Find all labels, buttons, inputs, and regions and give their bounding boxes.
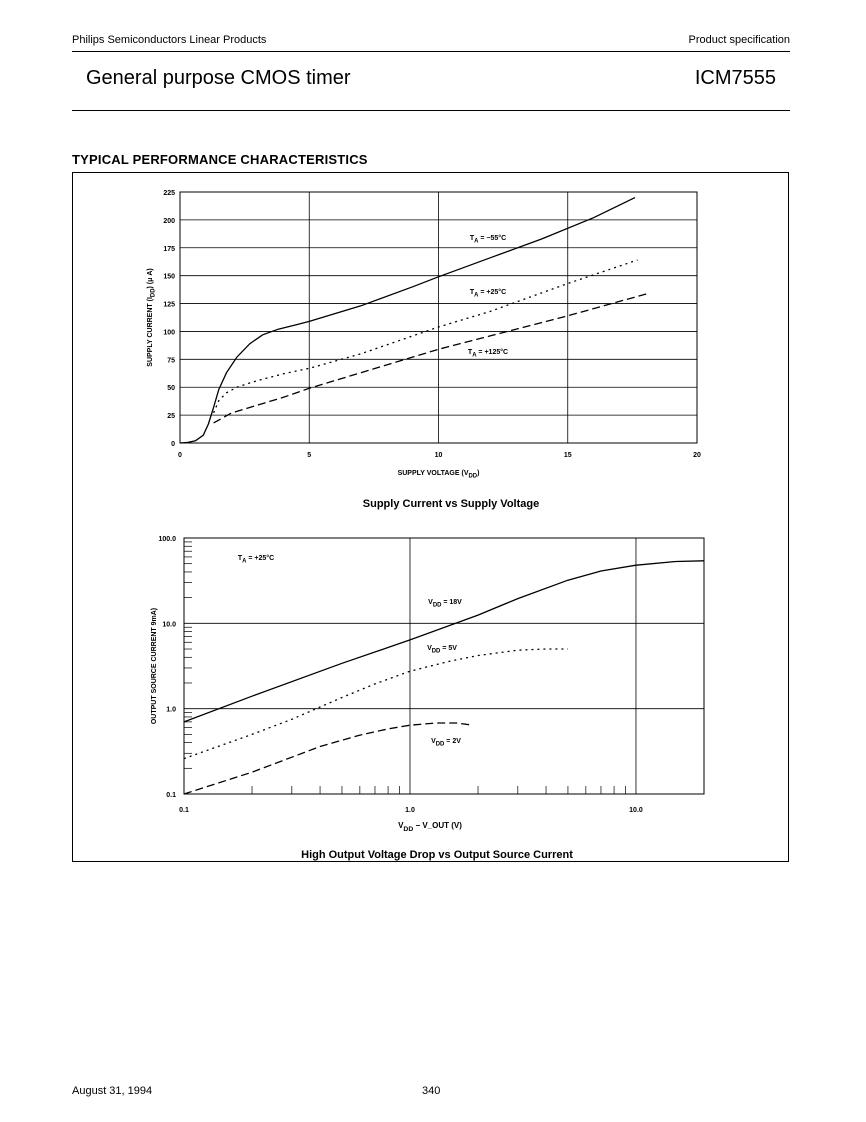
y-tick-label: 150 [163,273,175,281]
y-tick-label: 50 [167,385,175,393]
section-title: TYPICAL PERFORMANCE CHARACTERISTICS [72,152,368,167]
y-tick-label: 175 [163,245,175,253]
footer-page-number: 340 [422,1085,441,1097]
series-line [180,198,635,443]
y-tick-label: 225 [163,190,175,197]
series-label: $T_A = +125^\circ C$ [467,349,509,359]
y-tick-label: 125 [163,301,175,309]
temperature-annotation: $T_A = +25^\circ C$ [237,555,275,565]
x-tick-label: 0.1 [179,807,189,814]
plot-area-output-current [184,538,704,794]
y-axis-label: SUPPLY CURRENT $(I_{DD})$ (μ A) [147,268,157,367]
series-label: $V_{DD} = 18V$ [428,599,462,609]
y-axis-label: OUTPUT SOURCE CURRENT 9mA) [151,607,158,725]
x-tick-label: 1.0 [405,807,415,814]
x-tick-label: 10.0 [629,807,643,814]
footer-date: August 31, 1994 [72,1085,153,1097]
series-line [184,561,704,722]
y-tick-label: 100.0 [158,536,176,543]
series-line [214,260,638,413]
y-tick-label: 75 [167,357,175,365]
series-line [184,649,568,759]
series-label: $T_A = -55^\circ C$ [469,235,507,245]
x-tick-label: 20 [693,452,701,459]
x-tick-label: 5 [307,452,312,459]
header-spec: Product specification [688,34,790,46]
header-company: Philips Semiconductors Linear Products [72,34,267,46]
x-tick-label: 15 [563,452,572,459]
chart-title: Supply Current vs Supply Voltage [362,498,540,510]
chart-title: High Output Voltage Drop vs Output Source Current [301,849,573,861]
x-axis-label: $V_{DD}$ − V_OUT (V) [398,821,462,833]
series-label: $T_A = +25^\circ C$ [469,289,507,299]
y-tick-label: 1.0 [166,706,176,714]
y-tick-label: 10.0 [162,621,176,629]
x-tick-label: 0 [178,452,182,459]
x-axis-label: SUPPLY VOLTAGE $(V_{DD})$ [397,470,480,480]
y-tick-label: 0 [171,441,175,448]
series-label: $V_{DD} = 5V$ [427,645,457,655]
y-tick-label: 100 [163,329,175,337]
y-tick-label: 0.1 [166,792,176,799]
x-tick-label: 10 [434,452,443,459]
series-label: $V_{DD} = 2V$ [431,738,461,748]
y-tick-label: 25 [167,413,175,421]
part-number: ICM7555 [694,67,776,89]
series-line [214,294,648,423]
document-title: General purpose CMOS timer [86,67,351,89]
series-line [184,723,473,794]
y-tick-label: 200 [163,217,175,225]
